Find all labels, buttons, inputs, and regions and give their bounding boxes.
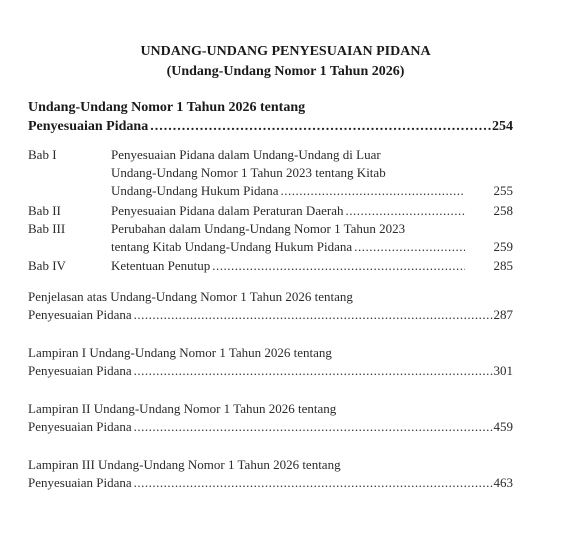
main-entry-line-1: Undang-Undang Nomor 1 Tahun 2026 tentang — [28, 100, 306, 115]
main-entry-page-number: 254 — [492, 119, 513, 134]
dot-leader — [134, 474, 493, 492]
dot-leader — [354, 238, 465, 256]
entry-line-2: Penyesuaian Pidana ..... — [28, 362, 493, 380]
main-entry[interactable] — [28, 99, 513, 135]
chapter-title-line: Perubahan dalam Undang-Undang Nomor 1 Tahun 2023 — [111, 221, 406, 236]
chapter-page-number: 259 — [493, 239, 513, 254]
entry-line-1: Penjelasan atas Undang-Undang Nomor 1 Tahun 2026 tentang — [28, 289, 353, 304]
dot-leader — [134, 362, 493, 380]
dot-leader — [134, 306, 493, 324]
chapter-entry-bab-iv[interactable] — [28, 257, 513, 275]
chapter-label: Bab IV — [28, 258, 66, 273]
chapter-title-line: Penyesuaian Pidana dalam Peraturan Daerah ..... — [111, 202, 465, 220]
main-entry-title: Penyesuaian Pidana — [28, 119, 149, 134]
dot-leader — [134, 418, 493, 436]
chapter-title-line: Penyesuaian Pidana dalam Undang-Undang di Luar — [111, 147, 381, 162]
entry-page-number: 459 — [493, 419, 513, 434]
toc-entry-lampiran-i[interactable] — [28, 344, 513, 380]
dot-leader — [345, 202, 465, 220]
toc-entry-lampiran-ii[interactable] — [28, 400, 513, 436]
main-entry-line-2 — [28, 118, 493, 136]
chapter-entry-bab-i[interactable] — [28, 146, 513, 200]
chapter-title-line: Undang-Undang Nomor 1 Tahun 2023 tentang Kitab — [111, 165, 386, 180]
entry-line-1: Lampiran I Undang-Undang Nomor 1 Tahun 2026 tentang — [28, 345, 332, 360]
chapter-title-line: Undang-Undang Hukum Pidana ..... — [111, 182, 465, 200]
entry-page-number: 301 — [493, 363, 513, 378]
dot-leader — [150, 118, 493, 136]
entry-page-number: 287 — [493, 307, 513, 322]
entry-line-1: Lampiran III Undang-Undang Nomor 1 Tahun 2026 tentang — [28, 457, 341, 472]
chapter-entry-bab-ii[interactable] — [28, 202, 513, 220]
toc-entry-penjelasan[interactable] — [28, 288, 513, 324]
toc-title: UNDANG-UNDANG PENYESUAIAN PIDANA — [140, 44, 431, 59]
chapter-title-line: tentang Kitab Undang-Undang Hukum Pidana ..... — [111, 238, 465, 256]
entry-page-number: 463 — [493, 475, 513, 490]
entry-line-1: Lampiran II Undang-Undang Nomor 1 Tahun 2026 tentang — [28, 401, 337, 416]
chapter-label: Bab II — [28, 203, 61, 218]
dot-leader — [281, 182, 465, 200]
chapter-label: Bab III — [28, 221, 66, 236]
toc-entry-lampiran-iii[interactable] — [28, 456, 513, 492]
chapter-label: Bab I — [28, 147, 57, 162]
chapter-page-number: 285 — [493, 258, 513, 273]
entry-line-2: Penyesuaian Pidana ..... — [28, 474, 493, 492]
chapter-entry-bab-iii[interactable] — [28, 220, 513, 256]
entry-line-2: Penyesuaian Pidana ..... — [28, 306, 493, 324]
toc-subtitle: (Undang-Undang Nomor 1 Tahun 2026) — [166, 64, 405, 79]
chapter-page-number: 255 — [493, 183, 513, 198]
entry-line-2: Penyesuaian Pidana ..... — [28, 418, 493, 436]
dot-leader — [212, 257, 465, 275]
chapter-page-number: 258 — [493, 203, 513, 218]
chapter-title-line: Ketentuan Penutup ..... — [111, 257, 465, 275]
